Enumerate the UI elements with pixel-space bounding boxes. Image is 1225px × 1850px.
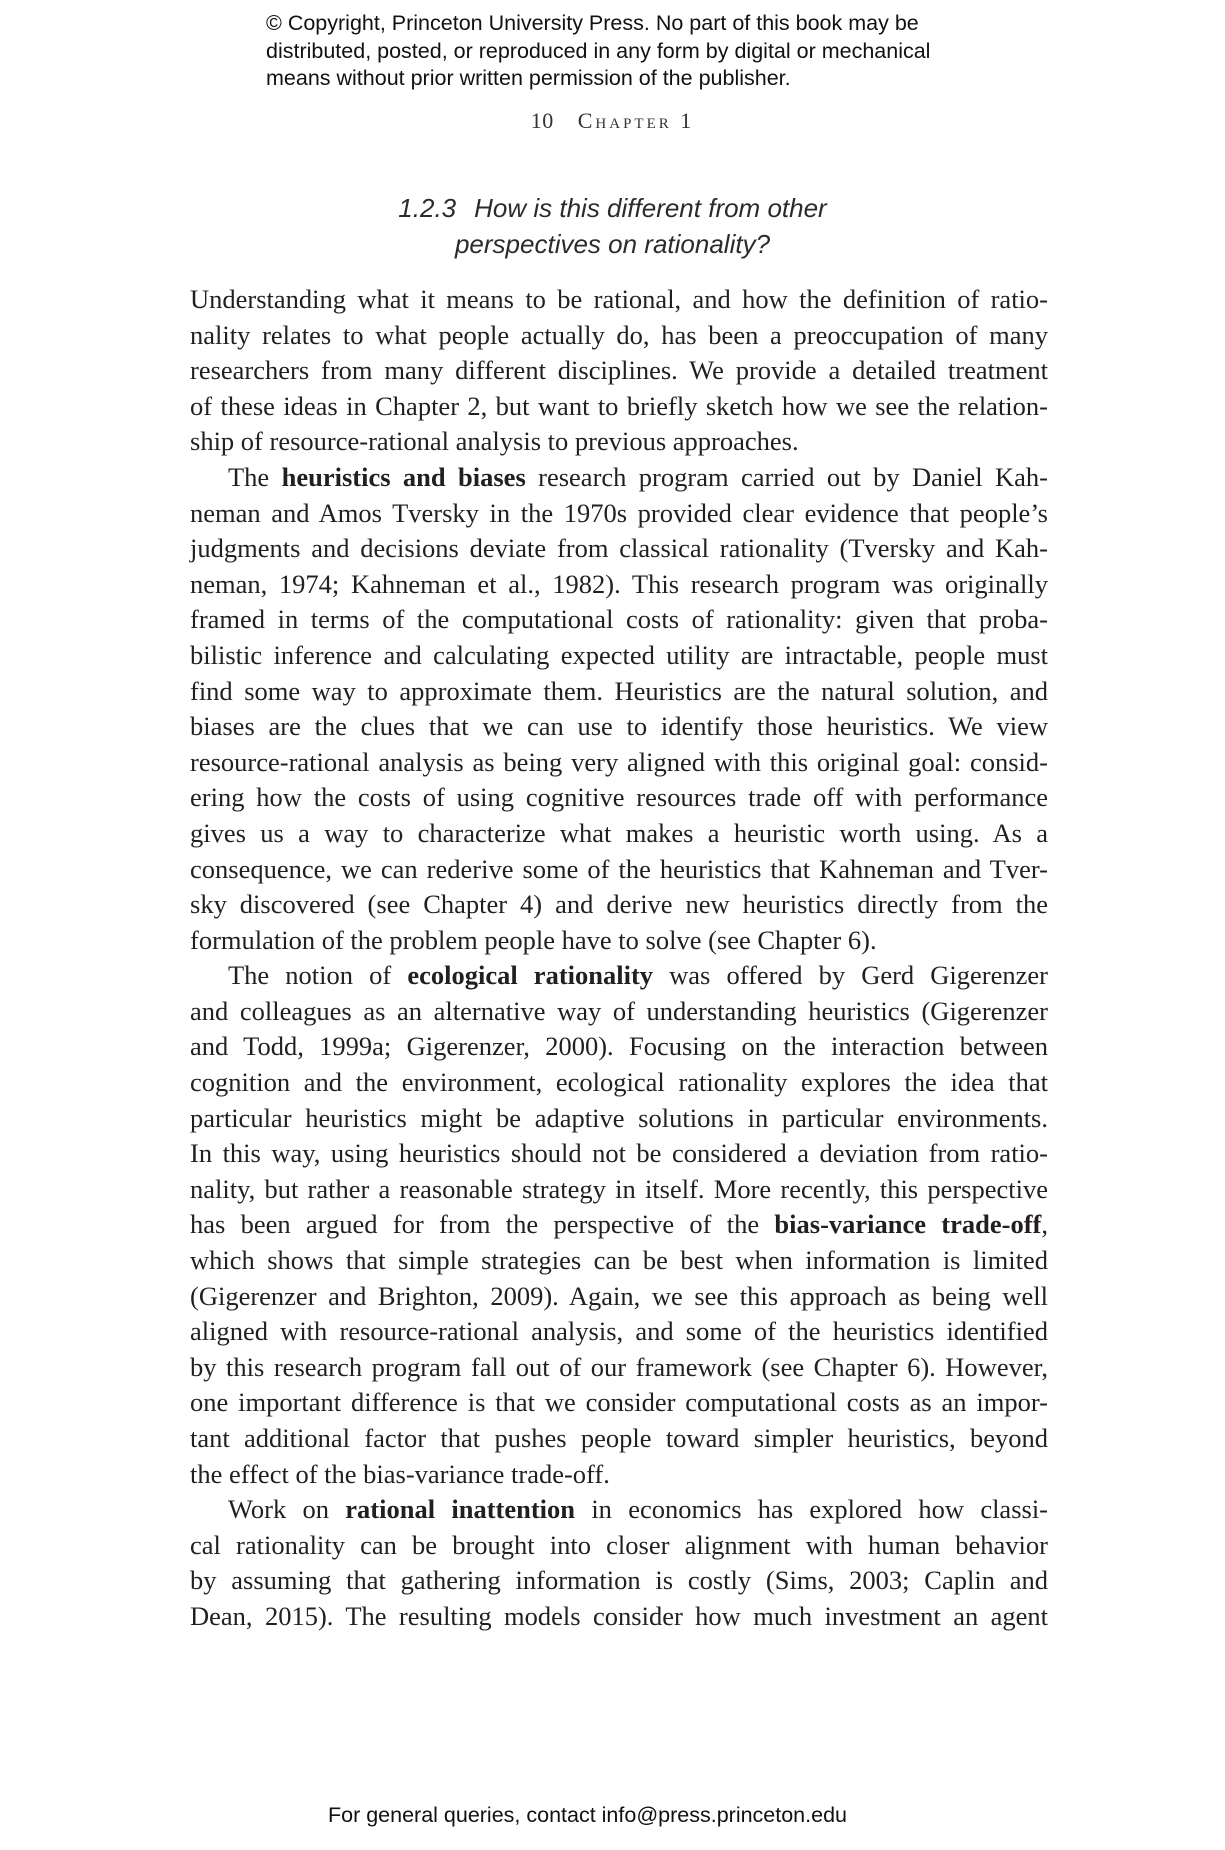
text-line xyxy=(190,567,1048,603)
text-segment: and colleagues as an alternative way of understanding heuristics (Gigerenzer xyxy=(190,995,1048,1026)
text-segment: neman and Amos Tversky in the 1970s provided clear evidence that people’s xyxy=(190,497,1048,528)
text-line xyxy=(190,887,1048,923)
text-line xyxy=(190,1065,1048,1101)
paragraph xyxy=(190,958,1048,1492)
running-header xyxy=(0,108,1225,134)
text-segment: cal rationality can be brought into closer alignment with human behavior xyxy=(190,1529,1048,1560)
text-segment: cognition and the environment, ecological rationality explores the idea that xyxy=(190,1067,1048,1098)
text-line xyxy=(190,424,1048,460)
text-line xyxy=(190,496,1048,532)
text-line xyxy=(190,745,1048,781)
text-segment: tant additional factor that pushes people toward simpler heuristics, beyond xyxy=(190,1423,1048,1453)
text-line xyxy=(190,1029,1048,1065)
text-segment: formulation of the problem people have to solve (see Chapter 6). xyxy=(190,924,877,955)
bold-term: bias-variance trade-off xyxy=(774,1209,1042,1240)
text-segment: research program carried out by Daniel Kah- xyxy=(525,461,1049,492)
text-segment: find some way to approximate them. Heuristics are the natural solution, and xyxy=(190,675,1048,706)
text-line xyxy=(190,958,1048,994)
text-segment: of these ideas in Chapter 2, but want to briefly sketch how we see the relation- xyxy=(190,390,1048,421)
text-line xyxy=(190,1207,1048,1243)
bold-term: ecological rationality xyxy=(407,960,654,991)
text-segment: In this way, using heuristics should not be considered a deviation from ratio- xyxy=(190,1138,1048,1169)
text-segment: which shows that simple strategies can be best when information is limited xyxy=(190,1245,1048,1276)
text-line xyxy=(190,780,1048,816)
text-line xyxy=(190,1385,1048,1421)
text-segment: consequence, we can rederive some of the heuristics that Kahneman and Tver- xyxy=(190,853,1048,884)
paragraph xyxy=(190,282,1048,460)
text-segment: Understanding what it means to be rational, and how the definition of ratio- xyxy=(190,284,1048,314)
text-segment: ship of resource-rational analysis to previous approaches. xyxy=(190,426,799,457)
text-line xyxy=(190,1563,1048,1599)
text-segment: framed in terms of the computational costs of rationality: given that proba- xyxy=(190,604,1048,635)
text-segment: one important difference is that we consider computational costs as an impor- xyxy=(190,1387,1048,1418)
section-number: 1.2.3 xyxy=(398,193,457,223)
page-number: 10 xyxy=(530,108,554,133)
text-line xyxy=(190,531,1048,567)
text-segment: judgments and decisions deviate from classical rationality (Tversky and Kah- xyxy=(190,533,1048,564)
text-line xyxy=(190,1314,1048,1350)
text-line xyxy=(190,1528,1048,1564)
body-text xyxy=(190,282,1048,1635)
text-segment: resource-rational analysis as being very aligned with this original goal: consid- xyxy=(190,746,1048,777)
section-title-part-2: perspectives on rationality? xyxy=(454,229,771,259)
bold-term: rational inattention xyxy=(345,1494,576,1525)
paragraph xyxy=(190,1492,1048,1634)
paragraph xyxy=(190,460,1048,958)
copyright-line: distributed, posted, or reproduced in any form by digital or mechanical xyxy=(266,38,931,63)
bold-term: heuristics and biases xyxy=(281,461,526,492)
text-line xyxy=(190,1101,1048,1137)
text-segment: bilistic inference and calculating expected utility are intractable, people must xyxy=(190,639,1048,670)
text-segment: Dean, 2015). The resulting models consider how much investment an agent xyxy=(190,1600,1048,1631)
text-segment: nality relates to what people actually do, has been a preoccupation of many xyxy=(190,319,1048,350)
text-line xyxy=(190,1279,1048,1315)
text-segment: aligned with resource-rational analysis, and some of the heuristics identified xyxy=(190,1316,1048,1347)
text-segment: The xyxy=(228,461,282,492)
text-segment: (Gigerenzer and Brighton, 2009). Again, we see this approach as being well xyxy=(190,1280,1048,1311)
section-heading xyxy=(0,190,1225,262)
text-line xyxy=(190,923,1048,959)
copyright-line: means without prior written permission of the publisher. xyxy=(266,66,791,90)
text-line xyxy=(190,1243,1048,1279)
text-line xyxy=(190,318,1048,354)
footer-contact: For general queries, contact info@press.princeton.edu xyxy=(327,1803,847,1827)
text-segment: , xyxy=(1041,1209,1048,1240)
text-segment: biases are the clues that we can use to identify those heuristics. We view xyxy=(190,711,1048,742)
text-segment: The notion of xyxy=(228,960,408,991)
text-segment: has been argued for from the perspective of the xyxy=(190,1209,775,1240)
text-line xyxy=(190,282,1048,318)
text-segment: nality, but rather a reasonable strategy in itself. More recently, this perspective xyxy=(190,1173,1048,1204)
text-line xyxy=(190,1457,1048,1493)
text-line xyxy=(190,816,1048,852)
text-line xyxy=(190,353,1048,389)
text-segment: by assuming that gathering information is costly (Sims, 2003; Caplin and xyxy=(190,1565,1048,1596)
text-line xyxy=(190,1172,1048,1208)
text-segment: ering how the costs of using cognitive resources trade off with performance xyxy=(190,782,1048,813)
text-segment: neman, 1974; Kahneman et al., 1982). This research program was originally xyxy=(190,568,1048,599)
section-title-part-1: How is this different from other xyxy=(474,193,827,223)
text-line xyxy=(190,852,1048,888)
text-line xyxy=(190,674,1048,710)
copyright-notice xyxy=(266,10,986,93)
footer xyxy=(0,1803,1225,1828)
text-segment: gives us a way to characterize what makes a heuristic worth using. As a xyxy=(190,817,1048,848)
text-line xyxy=(190,638,1048,674)
text-line xyxy=(190,1421,1048,1457)
text-line xyxy=(190,1599,1048,1635)
text-line xyxy=(190,389,1048,425)
section-heading-line-1 xyxy=(0,190,1225,226)
text-line xyxy=(190,709,1048,745)
copyright-line: © Copyright, Princeton University Press. No part of this book may be xyxy=(266,11,919,35)
text-segment: sky discovered (see Chapter 4) and derive new heuristics directly from the xyxy=(190,889,1048,920)
text-line xyxy=(190,1136,1048,1172)
text-segment: by this research program fall out of our framework (see Chapter 6). However, xyxy=(190,1351,1048,1382)
text-line xyxy=(190,460,1048,496)
text-line xyxy=(190,1492,1048,1528)
text-line xyxy=(190,1350,1048,1386)
text-segment: researchers from many different disciplines. We provide a detailed treatment xyxy=(190,355,1048,386)
text-segment: the effect of the bias-variance trade-off. xyxy=(190,1458,610,1489)
text-segment: Work on xyxy=(228,1494,346,1525)
chapter-label: Chapter 1 xyxy=(577,108,695,133)
text-segment: was offered by Gerd Gigerenzer xyxy=(653,960,1048,991)
text-segment: and Todd, 1999a; Gigerenzer, 2000). Focusing on the interaction between xyxy=(190,1031,1048,1062)
text-line xyxy=(190,994,1048,1030)
text-segment: particular heuristics might be adaptive solutions in particular environments. xyxy=(190,1102,1048,1133)
text-line xyxy=(190,602,1048,638)
text-segment: in economics has explored how classi- xyxy=(575,1494,1049,1525)
